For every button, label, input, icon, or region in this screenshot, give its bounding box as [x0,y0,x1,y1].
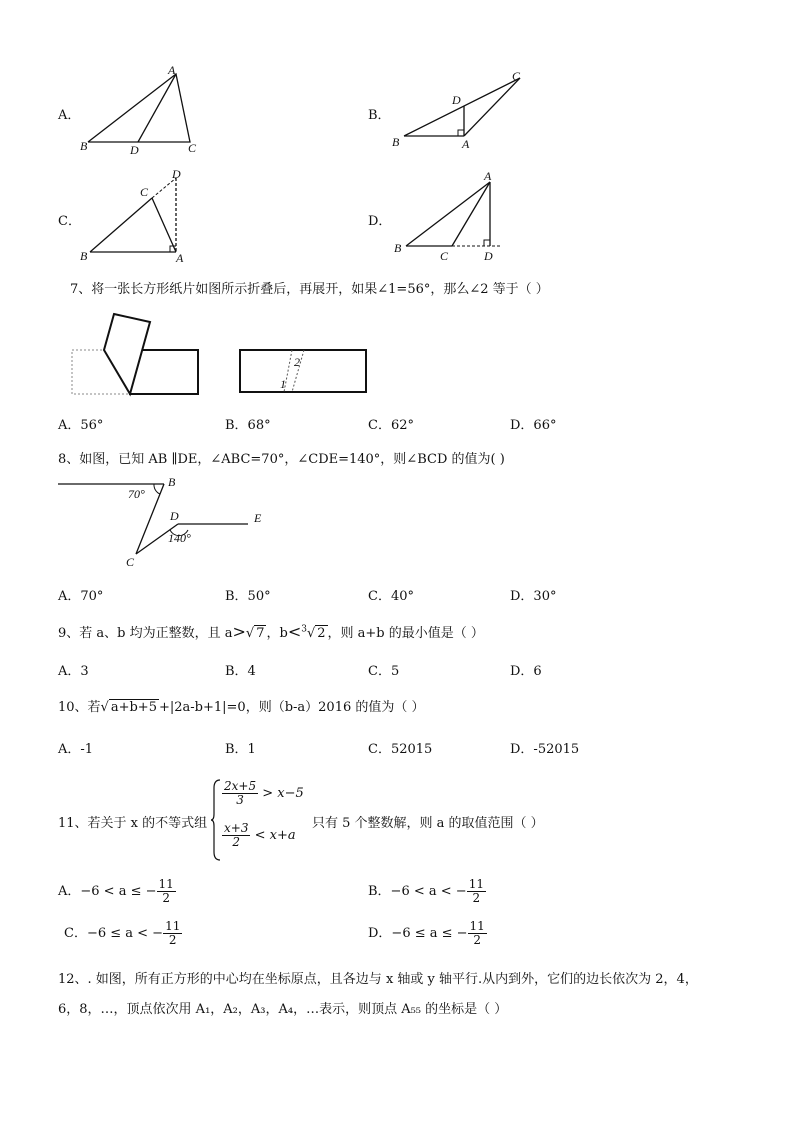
q7-figure-fold [70,308,210,398]
q8-option-c[interactable]: C．40° [368,589,414,604]
q11-suffix: 只有 5 个整数解，则 a 的取值范围（ ） [312,816,544,831]
q7-figure-unfolded [238,348,370,396]
svg-text:A: A [176,251,184,264]
svg-text:70°: 70° [128,487,145,501]
svg-text:D: D [452,93,461,107]
q9-text: 9、若 a、b 均为正整数，且 a>√ 7 ，b<$^3$√ 2 ，则 a+b 的最小值是（ ） [58,622,484,641]
svg-text:A: A [484,169,492,183]
angle-1-label: 1 [280,377,286,391]
svg-text:C: C [512,69,521,83]
q8-option-b[interactable]: B．50° [225,589,271,604]
q10-option-b[interactable]: B．1 [225,742,256,757]
q12-line-1: 12、. 如图，所有正方形的中心均在坐标原点，且各边与 x 轴或 y 轴平行.从内到外，它们的边长依次为 2，4， [58,972,698,987]
q8-figure [56,472,276,572]
q11-inequality-1: $\frac{2x+5}{3}$ > x−5 [224,779,304,808]
q11-prefix: 11、若关于 x 的不等式组 [58,816,208,831]
svg-text:D: D [170,509,179,523]
q7-option-d[interactable]: D．66° [510,418,557,433]
brace-icon [210,778,222,862]
q8-text: 8、如图，已知 AB ∥DE，∠ABC=70°，∠CDE=140°，则∠BCD 的值为( ) [58,452,505,467]
q6-option-c-label: C． [58,214,81,229]
q6-figure-a [78,62,208,154]
q9-option-c[interactable]: C．5 [368,664,400,679]
svg-text:140°: 140° [168,531,191,545]
q11-option-b[interactable]: B．−6 < a < − $\frac{11}{2}$ [368,877,484,906]
svg-text:C: C [126,555,135,569]
q6-figure-b [390,66,530,152]
q7-option-a[interactable]: A．56° [58,418,104,433]
q6-option-d-label: D． [368,214,392,229]
q10-option-a[interactable]: A．-1 [58,742,94,757]
q7-text: 7、将一张长方形纸片如图所示折叠后，再展开，如果∠1=56°，那么∠2 等于（ ） [70,282,549,297]
svg-text:E: E [254,511,262,525]
svg-text:D: D [484,249,493,263]
svg-text:B: B [168,475,176,489]
svg-text:B: B [392,135,400,149]
q10-option-c[interactable]: C．52015 [368,742,433,757]
q6-figure-c [78,168,198,264]
q6-figure-d [392,168,512,264]
q6-option-a-label: A． [58,108,81,123]
svg-text:C: C [440,249,449,263]
point-label: A [168,63,176,77]
q8-option-d[interactable]: D．30° [510,589,557,604]
q9-option-a[interactable]: A．3 [58,664,89,679]
q6-option-b-label: B． [368,108,391,123]
point-label: C [188,141,197,154]
q9-option-b[interactable]: B．4 [225,664,256,679]
q7-option-b[interactable]: B．68° [225,418,271,433]
svg-text:A: A [462,137,470,151]
svg-text:C: C [140,185,149,199]
q10-option-d[interactable]: D．-52015 [510,742,580,757]
q11-option-a[interactable]: A．−6 < a ≤ − $\frac{11}{2}$ [58,877,174,906]
q7-option-c[interactable]: C．62° [368,418,414,433]
q10-text: 10、若√ a+b+5 +|2a-b+1|=0，则（b-a）2016 的值为（ ） [58,700,425,715]
point-label: D [130,143,139,154]
svg-text:B: B [394,241,402,255]
q11-option-d[interactable]: D．−6 ≤ a ≤ − $\frac{11}{2}$ [368,919,485,948]
q11-inequality-2: $\frac{x+3}{2}$ < x+a [224,821,296,850]
q9-option-d[interactable]: D．6 [510,664,542,679]
angle-2-label: 2 [294,355,300,369]
svg-text:D: D [172,168,181,181]
svg-text:B: B [80,249,88,263]
q8-option-a[interactable]: A．70° [58,589,104,604]
q12-line-2: 6，8，…，顶点依次用 A₁，A₂，A₃，A₄，…表示，则顶点 A₅₅ 的坐标是（ ） [58,1002,508,1017]
q11-option-c[interactable]: C．−6 ≤ a < − $\frac{11}{2}$ [64,919,181,948]
point-label: B [80,139,88,153]
